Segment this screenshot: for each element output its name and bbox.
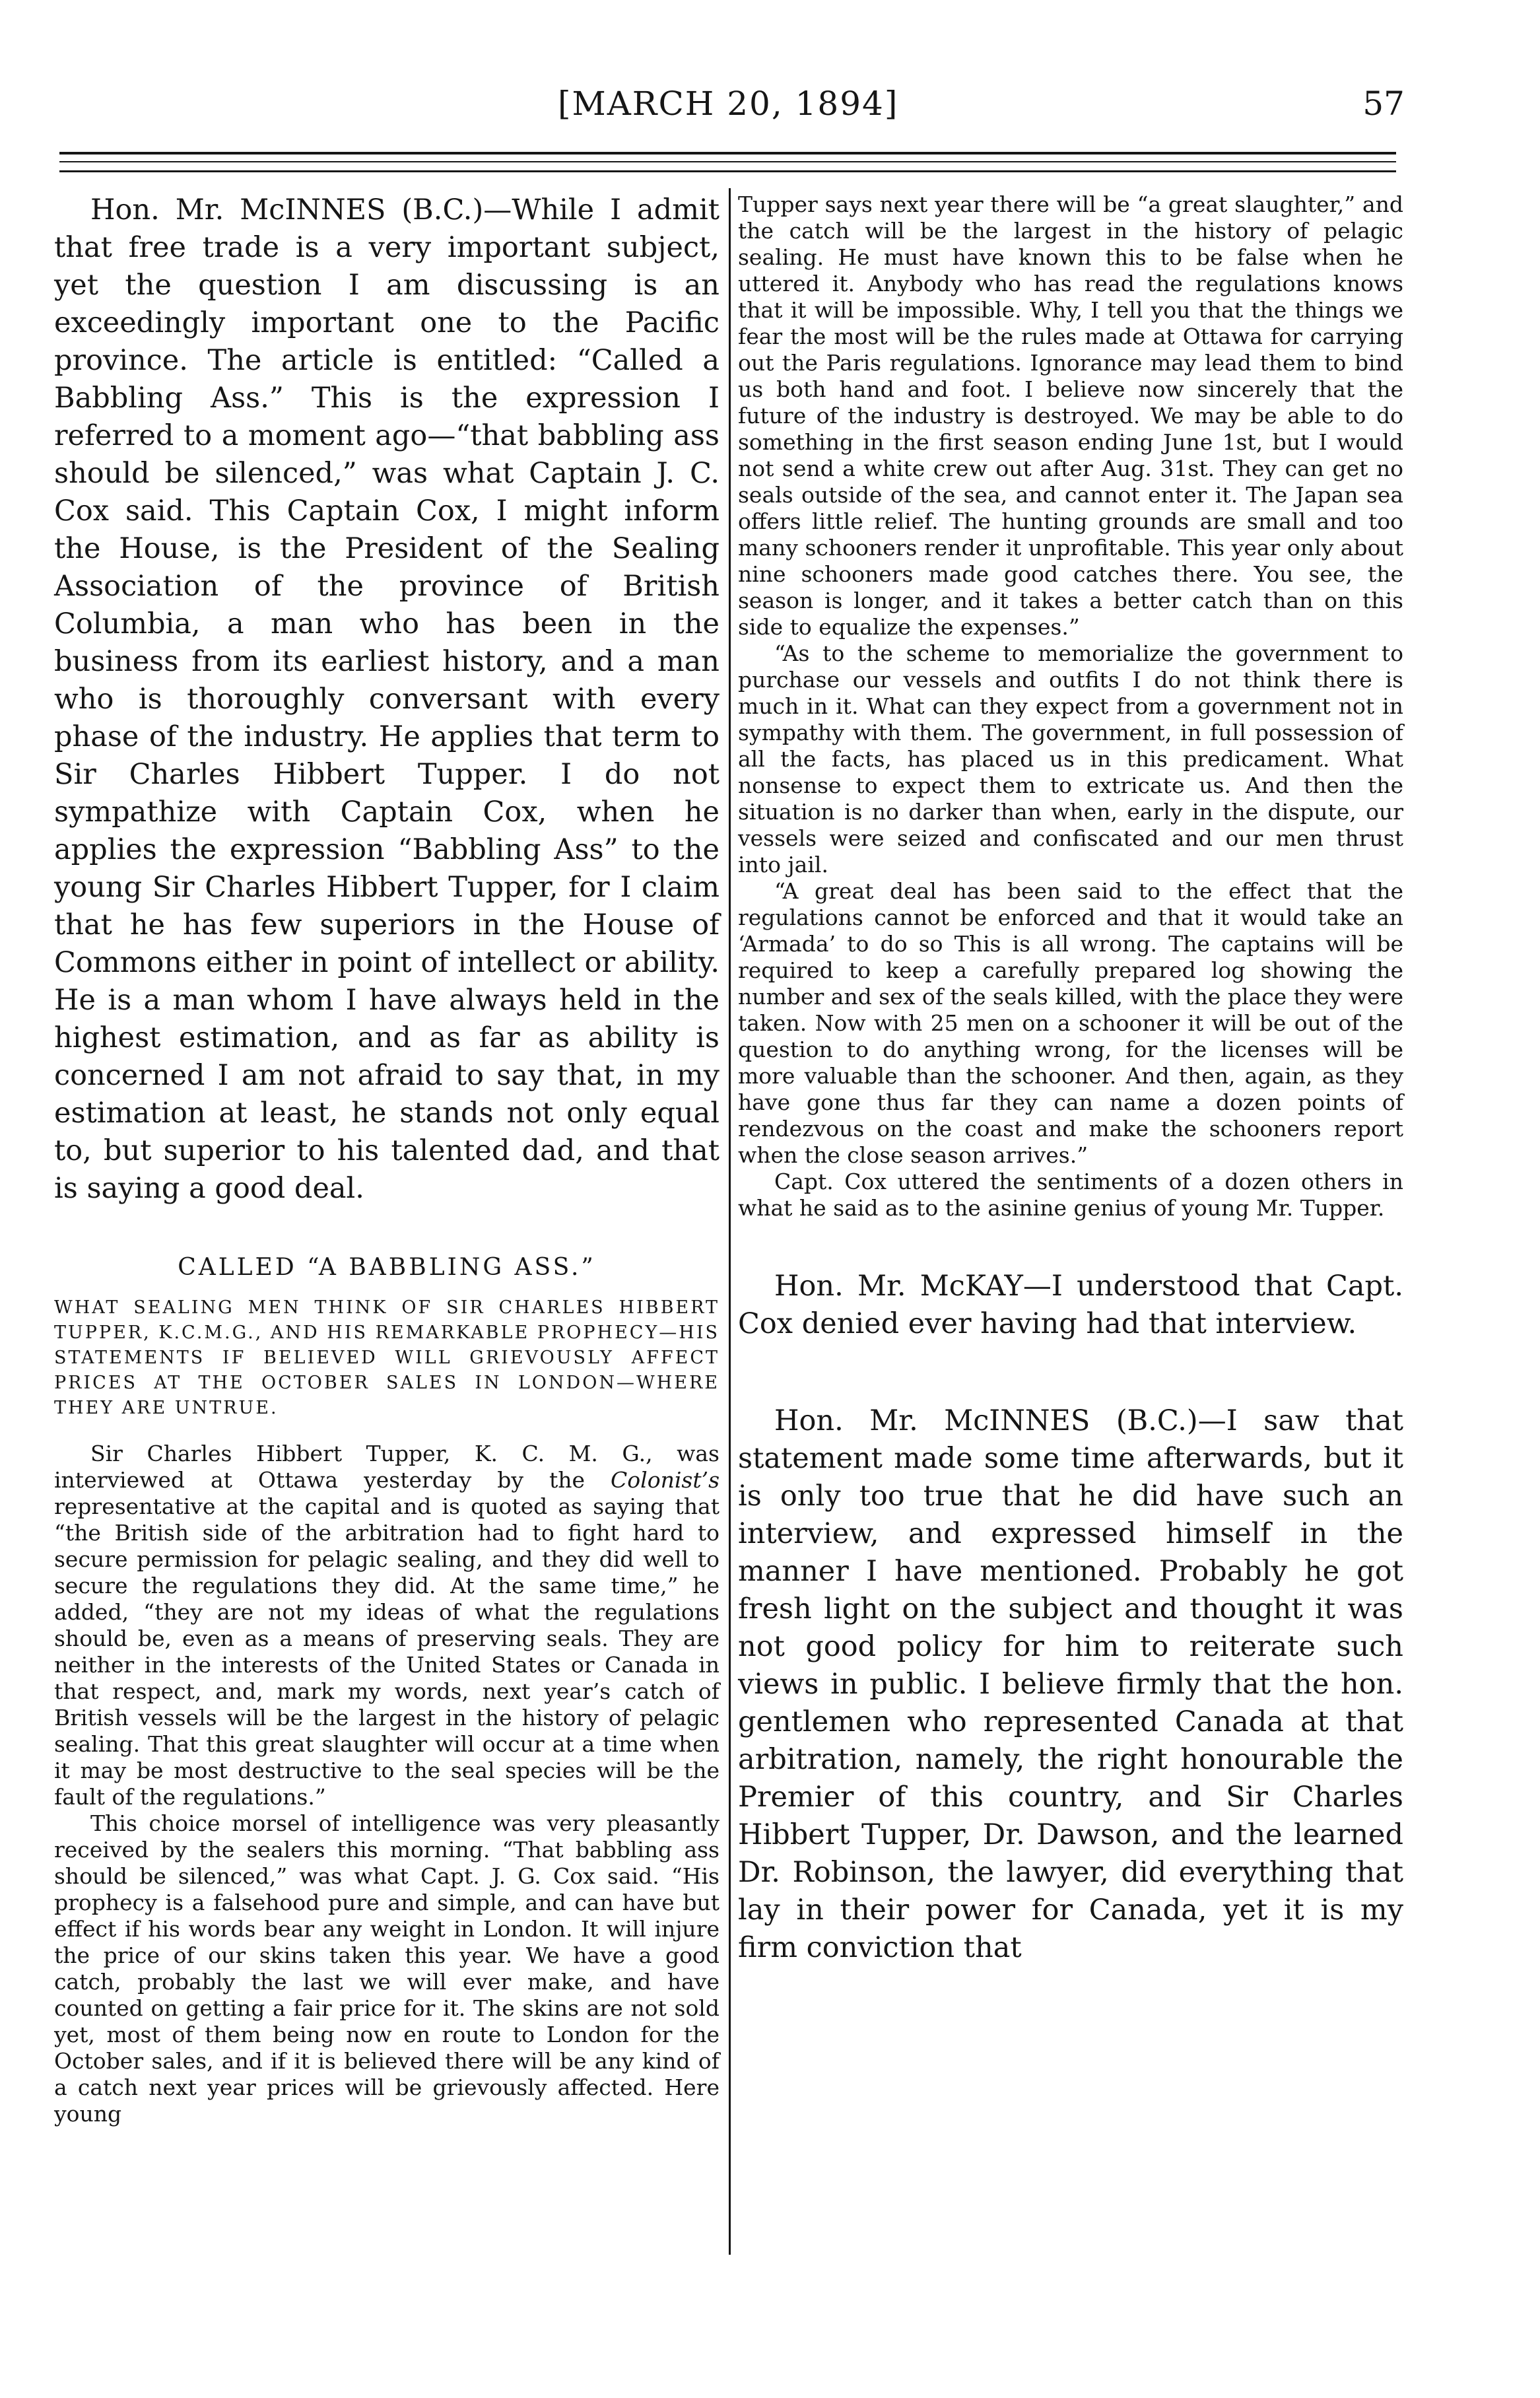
right-column — [738, 191, 1403, 1967]
newspaper-name: Colonist’s — [611, 1467, 720, 1493]
page-number: 57 — [1362, 85, 1405, 123]
article-paragraph: This choice morsel of intelligence was very pleasantly received by the sealers this morning. “That babbling ass should be silenced,” was what Capt. J. G. Cox said. “His prophecy is a falsehood pure and simple, and can have but effect if his words bear any weight in London. It will injure the price of our skins taken this year. We have a good catch, probably the last we will ever make, and have counted on getting a fair price for it. The skins are not sold yet, most of them being now en route to London for the October sales, and if it is believed there will be any kind of a catch next year prices will be grievously affected. Here young — [54, 1810, 720, 2127]
speech-mckay: Hon. Mr. McKAY—I understood that Capt. Cox denied ever having had that interview. — [738, 1270, 1403, 1340]
spacer — [738, 1221, 1403, 1268]
header-date: [MARCH 20, 1894] — [558, 85, 899, 123]
column-divider — [729, 188, 731, 2255]
article-heading: CALLED “A BABBLING ASS.” — [178, 1254, 596, 1281]
article-subheading: WHAT SEALING MEN THINK OF SIR CHARLES HIBBERT TUPPER, K.C.M.G., AND HIS REMARKABLE PROPHECY—HIS STATEMENTS IF BELIEVED WILL GRIEVOUSLY AFFECT PRICES AT THE OCTOBER SALES IN LONDON—WHERE THEY ARE UNTRUE. — [54, 1297, 720, 1418]
article-paragraph: Tupper says next year there will be “a great slaughter,” and the catch will be the largest in the history of pelagic sealing. He must have known this to be false when he uttered it. Anybody who has read the regulations knows that it will be impossible. Why, I tell you that the things we fear the most will be the rules made at Ottawa for carrying out the Paris regulations. Ignorance may lead them to bind us both hand and foot. I believe now sincerely that the future of the industry is destroyed. We may be able to do something in the first season ending June 1st, but I would not send a white crew out after Aug. 31st. They can get no seals outside of the sea, and cannot enter it. The Japan sea offers little relief. The hunting grounds are small and too many schooners render it unprofitable. This year only about nine schooners made good catches there. You see, the season is longer, and it takes a better catch than on this side to equalize the expenses.” — [738, 191, 1403, 640]
article-paragraph: Sir Charles Hibbert Tupper, K. C. M. G., was interviewed at Ottawa yesterday by the Colonist’s representative at the capital and is quoted as saying that “the British side of the arbitration had to fight hard to secure permission for pelagic sealing, and they did well to secure the regulations they did. At the same time,” he added, “they are not my ideas of what the regulations should be, even as a means of preserving seals. They are neither in the interests of the United States or Canada in that respect, and, mark my words, next year’s catch of British vessels will be the largest in the history of pelagic sealing. That this great slaughter will occur at a time when it may be most destructive to the seal species will be the fault of the regulations.” — [54, 1441, 720, 1810]
article-paragraph: “As to the scheme to memorialize the government to purchase our vessels and outfits I do not think there is much in it. What can they expect from a government not in sympathy with them. The government, in full possession of all the facts, has placed us in this predicament. What nonsense to expect them to extricate us. And then the situation is no darker than when, early in the dispute, our vessels were seized and confiscated and our men thrust into jail. — [738, 640, 1403, 877]
header-rule — [59, 170, 1396, 172]
left-column — [54, 191, 720, 2127]
header-rule — [59, 161, 1396, 162]
article-paragraph: “A great deal has been said to the effect that the regulations cannot be enforced and that it would take an ‘Armada’ to do so This is all wrong. The captains will be required to keep a carefully prepared log showing the number and sex of the seals killed, with the place they were taken. Now with 25 men on a schooner it will be out of the question to do anything wrong, for the licenses will be more valuable than the schooner. And then, again, as they have gone thus far they can name a dozen points of rendezvous on the coast and make the schooners report when the close season arrives.” — [738, 878, 1403, 1168]
spacer — [738, 1343, 1403, 1402]
page-header — [0, 85, 1540, 137]
speech-mcinnes-1: Hon. Mr. McINNES (B.C.)—While I admit that free trade is a very important subject, yet the question I am discussing is an exceedingly important one to the Pacific province. The article is entitled: “Called a Babbling Ass.” This is the expression I referred to a moment ago—“that babbling ass should be silenced,” was what Captain J. C. Cox said. This Captain Cox, I might inform the House, is the President of the Sealing Association of the province of British Columbia, a man who has been in the business from its earliest history, and a man who is thoroughly conversant with every phase of the industry. He applies that term to Sir Charles Hibbert Tupper. I do not sympathize with Captain Cox, when he applies the expression “Babbling Ass” to the young Sir Charles Hibbert Tupper, for I claim that he has few superiors in the House of Commons either in point of intellect or ability. He is a man whom I have always held in the highest estimation, and as far as ability is concerned I am not afraid to say that, in my estimation at least, he stands not only equal to, but superior to his talented dad, and that is saying a good deal. — [54, 193, 720, 1205]
header-rule — [59, 152, 1396, 154]
speech-mcinnes-2: Hon. Mr. McINNES (B.C.)—I saw that statement made some time afterwards, but it is only too true that he did have such an interview, and expressed himself in the manner I have mentioned. Probably he got fresh light on the subject and thought it was not good policy for him to reiterate such views in public. I believe firmly that the hon. gentlemen who represented Canada at that arbitration, namely, the right honourable the Premier of this country, and Sir Charles Hibbert Tupper, Dr. Dawson, and the learned Dr. Robinson, the lawyer, did everything that lay in their power for Canada, yet it is my firm conviction that — [738, 1404, 1403, 1964]
article-paragraph: Capt. Cox uttered the sentiments of a dozen others in what he said as to the asinine genius of young Mr. Tupper. — [738, 1169, 1403, 1221]
